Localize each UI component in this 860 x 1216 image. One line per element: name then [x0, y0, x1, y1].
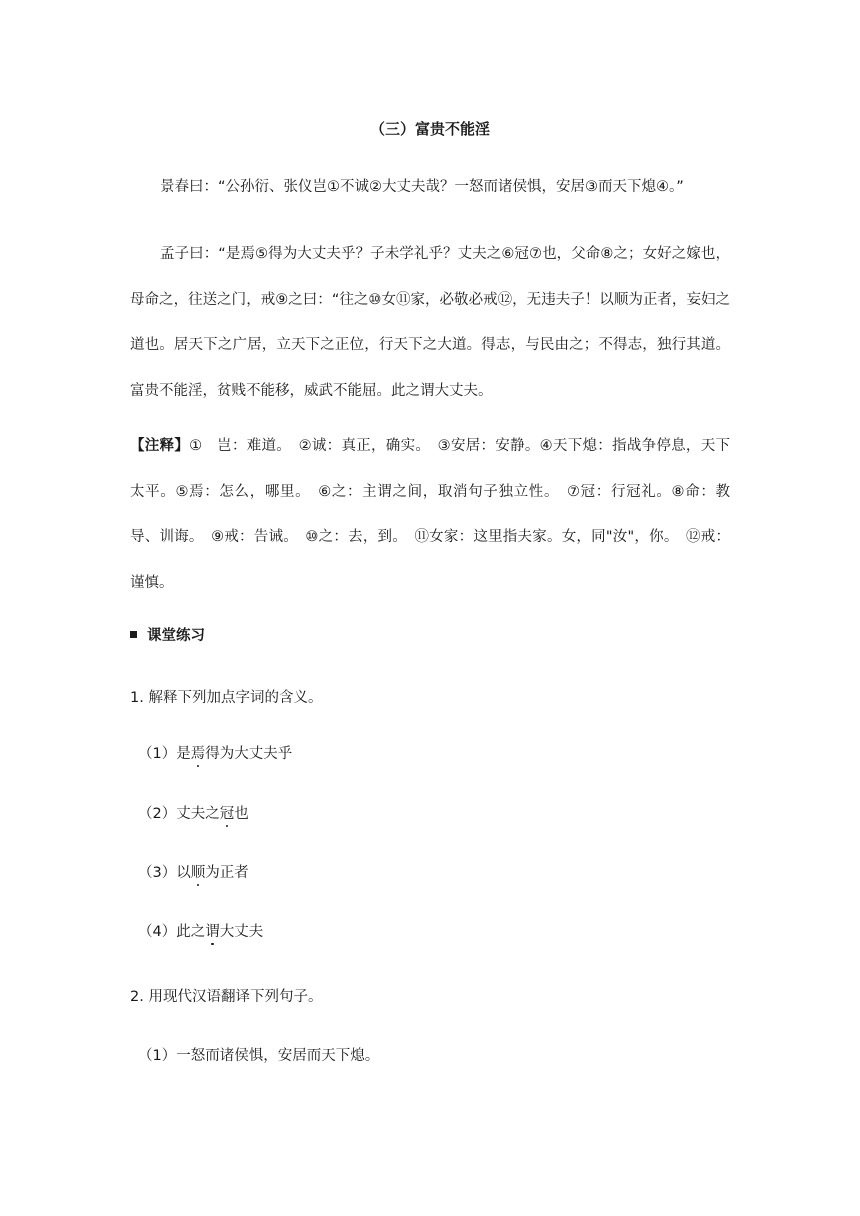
item-text-before: 此之 — [176, 924, 206, 940]
item-text: 一怒而诸侯惧，安居而天下熄。 — [176, 1048, 380, 1064]
item-number: （3） — [138, 865, 177, 881]
question-1-prompt: 1. 解释下列加点字词的含义。 — [130, 690, 323, 706]
question-1-item-1 — [138, 742, 292, 763]
dotted-character: 谓 — [205, 924, 220, 940]
question-1-item-4 — [138, 920, 263, 941]
item-text-after: 得为大丈夫乎 — [205, 746, 293, 762]
item-text-before: 丈夫之 — [176, 806, 220, 822]
question-2-item-1 — [138, 1044, 379, 1065]
question-2-prompt: 2. 用现代汉语翻译下列句子。 — [130, 989, 323, 1005]
item-text-after: 大丈夫 — [219, 924, 264, 940]
annotations-label: 【注释】 — [130, 438, 190, 454]
question-1-item-2 — [138, 802, 249, 823]
question-1-item-3 — [138, 861, 249, 882]
annotations — [130, 424, 730, 606]
square-bullet-icon — [130, 631, 137, 638]
section-heading-text: 课堂练习 — [147, 628, 205, 644]
item-text-after: 为正者 — [205, 865, 249, 881]
item-text-before: 是 — [176, 746, 191, 762]
item-text-before: 以 — [176, 865, 191, 881]
dotted-character: 焉 — [190, 746, 206, 762]
item-number: （2） — [138, 806, 177, 822]
dotted-character: 冠 — [219, 806, 235, 822]
item-number: （1） — [138, 746, 177, 762]
paragraph-jingchun: 景春曰：“公孙衍、张仪岂①不诚②大丈夫哉？一怒而诸侯惧，安居③而天下熄④。” — [160, 179, 684, 195]
annotations-text: ① 岂：难道。 ②诚：真正，确实。 ③安居：安静。④天下熄：指战争停息，天下太平。⑤焉：怎么，哪里。 ⑥之：主谓之间，取消句子独立性。 ⑦冠：行冠礼。⑧命：教导、训诲。 ⑨戒：告诫。 ⑩之：去，到。 ⑪女家：这里指夫家。女，同"汝"，你。 ⑫戒：谨慎。 — [130, 438, 730, 591]
item-text-after: 也 — [234, 806, 249, 822]
item-number: （1） — [138, 1048, 177, 1064]
page-title: （三）富贵不能淫 — [369, 120, 490, 138]
paragraph-mencius: 孟子曰：“是焉⑤得为大丈夫乎？子未学礼乎？丈夫之⑥冠⑦也，父命⑧之；女好之嫁也，母命之，往送之门，戒⑨之曰：“往之⑩女⑪家，必敬必戒⑫，无违夫子！以顺为正者，妄妇之道也。居天下之广居，立天下之正位，行天下之大道。得志，与民由之；不得志，独行其道。富贵不能淫，贫贱不能移，威武不能屈。此之谓大丈夫。 — [130, 246, 730, 399]
section-heading — [130, 624, 205, 645]
dotted-character: 顺 — [190, 865, 206, 881]
item-number: （4） — [138, 924, 177, 940]
